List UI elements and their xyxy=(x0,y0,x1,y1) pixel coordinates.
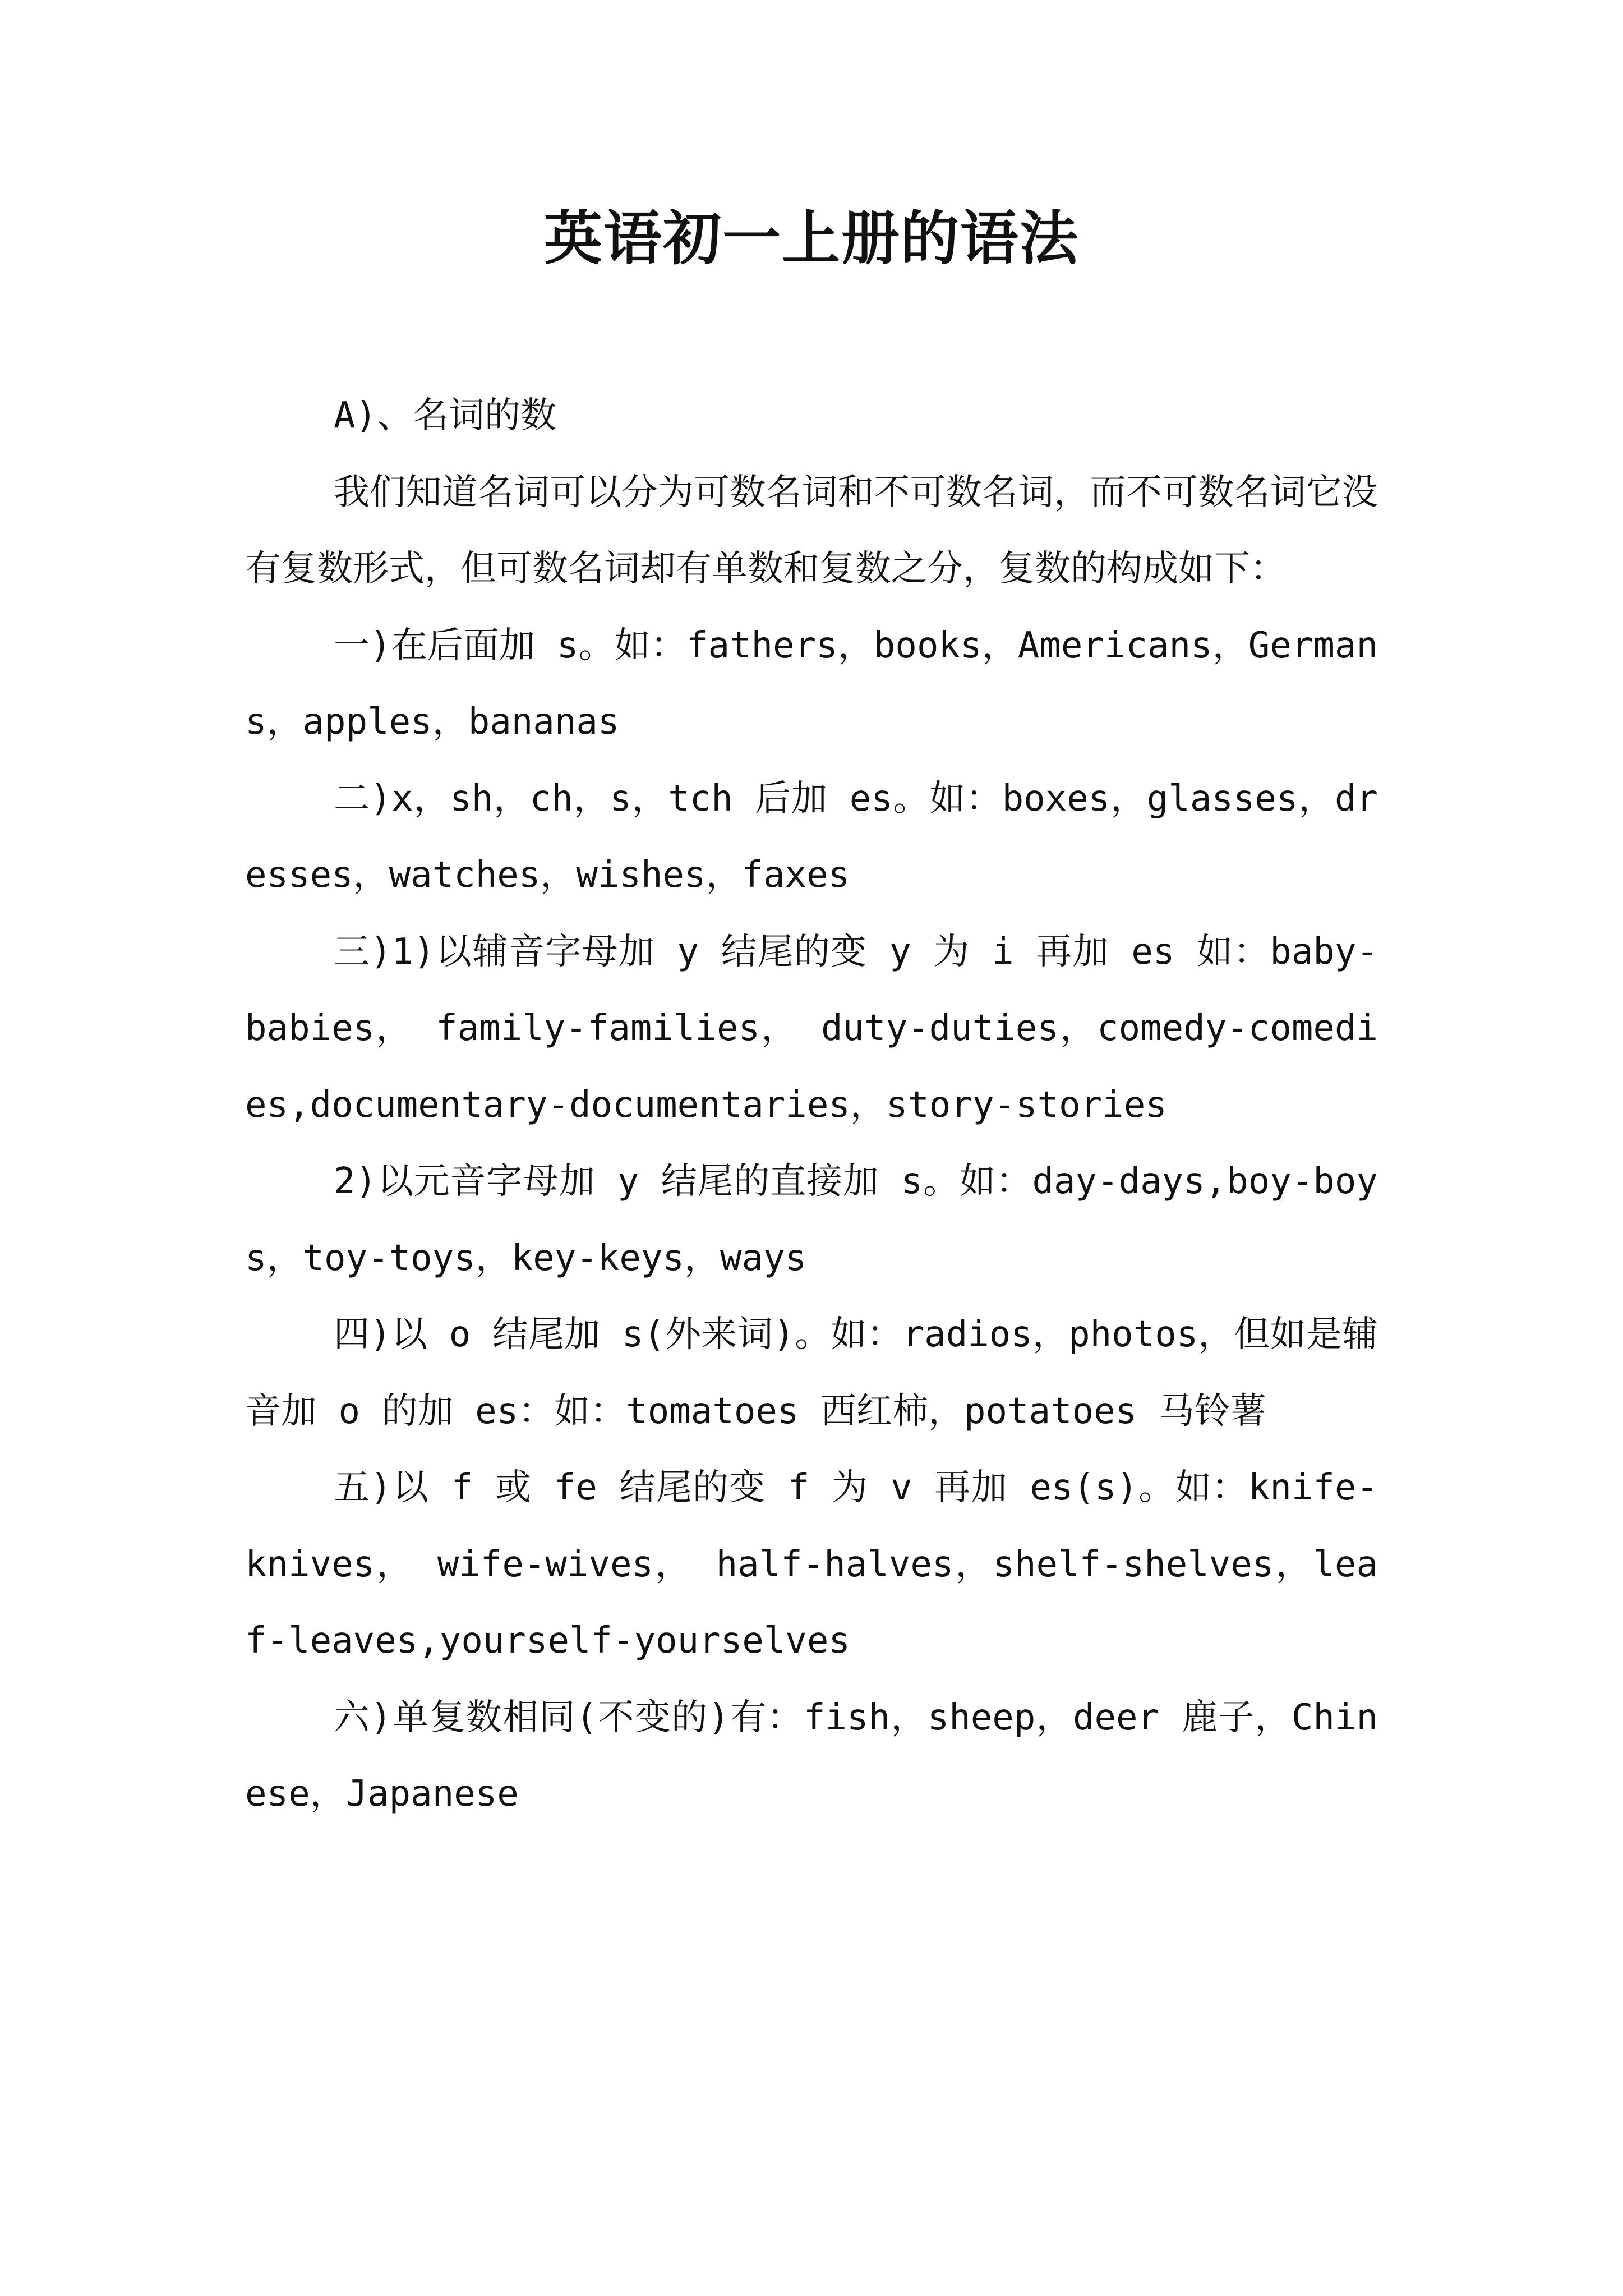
section-heading: A)、名词的数 xyxy=(334,395,557,436)
paragraph-rule-1: 一)在后面加 s。如：fathers，books，Americans，Germans，apples，bananas xyxy=(245,624,1378,743)
paragraph-intro: 我们知道名词可以分为可数名词和不可数名词，而不可数名词它没有复数形式，但可数名词却有单数和复数之分，复数的构成如下： xyxy=(245,471,1378,590)
paragraph-rule-3-1: 三)1)以辅音字母加 y 结尾的变 y 为 i 再加 es 如：baby-babies， family-families， duty-duties，comedy-comedies,documentary-documentaries，story-stories xyxy=(245,931,1378,1126)
paragraph-rule-6: 六)单复数相同(不变的)有：fish，sheep，deer 鹿子，Chinese，Japanese xyxy=(245,1696,1378,1815)
paragraph-rule-4: 四)以 o 结尾加 s(外来词)。如：radios，photos，但如是辅音加 o 的加 es：如：tomatoes 西红柿，potatoes 马铃薯 xyxy=(245,1314,1378,1432)
paragraph-rule-2: 二)x，sh，ch，s，tch 后加 es。如：boxes，glasses，dresses，watches，wishes，faxes xyxy=(245,777,1378,896)
paragraph-rule-3-2: 2)以元音字母加 y 结尾的直接加 s。如：day-days,boy-boys，toy-toys，key-keys，ways xyxy=(245,1161,1378,1279)
paragraph-rule-5: 五)以 f 或 fe 结尾的变 f 为 v 再加 es(s)。如：knife-knives， wife-wives， half-halves，shelf-shelves，leaf-leaves,yourself-yourselves xyxy=(245,1467,1378,1662)
document-title: 英语初一上册的语法 xyxy=(543,204,1079,273)
document-body xyxy=(245,378,1378,1833)
